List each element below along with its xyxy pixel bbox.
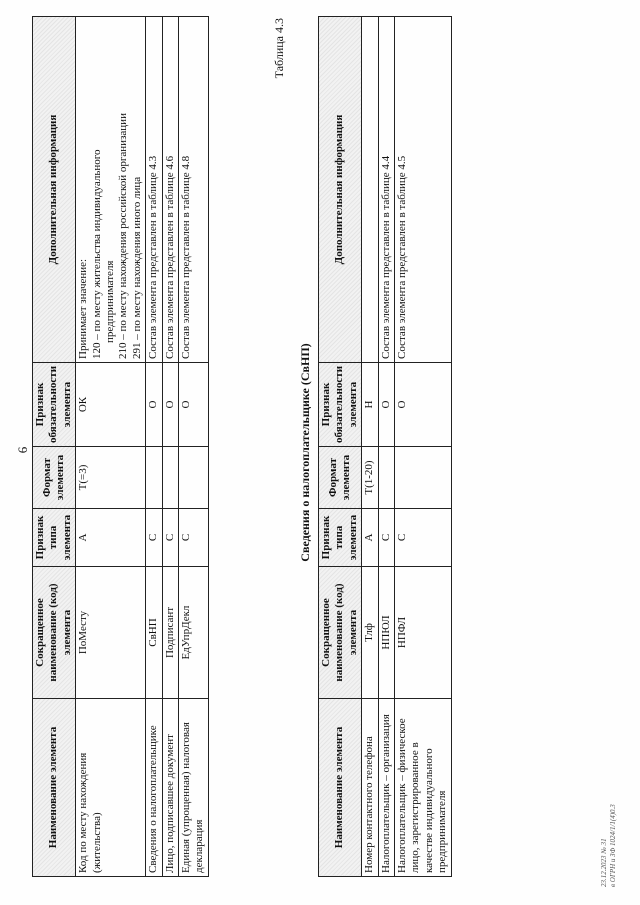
footer-stamp bbox=[600, 804, 618, 887]
element-type: С bbox=[162, 509, 178, 567]
table-row bbox=[362, 17, 378, 877]
column-header: Признак обязательности элемента bbox=[319, 363, 362, 447]
table-row bbox=[395, 17, 452, 877]
element-type: А bbox=[76, 509, 146, 567]
column-header: Признак обязательности элемента bbox=[33, 363, 76, 447]
element-name: Единая (упрощенная) налоговая декларация bbox=[179, 699, 209, 877]
element-code: Подписант bbox=[162, 567, 178, 699]
element-name: Налогоплательщик – организация bbox=[378, 699, 394, 877]
table-header-row bbox=[319, 17, 362, 877]
info-line: 291 – по месту нахождения иного лица bbox=[130, 176, 143, 359]
element-info bbox=[362, 17, 378, 363]
table-row bbox=[146, 17, 162, 877]
element-required: О bbox=[162, 363, 178, 447]
column-header: Формат элемента bbox=[319, 447, 362, 509]
table-row bbox=[162, 17, 178, 877]
element-code: СвНП bbox=[146, 567, 162, 699]
info-line: 210 – по месту нахождения российской организации bbox=[117, 113, 130, 359]
element-required: О bbox=[146, 363, 162, 447]
element-code: НПЮЛ bbox=[378, 567, 394, 699]
element-name: Лицо, подписавшее документ bbox=[162, 699, 178, 877]
footer-line: 23.12.2023 № 31 bbox=[600, 838, 608, 887]
info-line: Принимает значение: bbox=[77, 258, 90, 359]
element-format: Т(=3) bbox=[76, 447, 146, 509]
column-header: Формат элемента bbox=[33, 447, 76, 509]
element-required: О bbox=[395, 363, 452, 447]
element-info: Состав элемента представлен в таблице 4.4 bbox=[378, 17, 394, 363]
table-header-row bbox=[33, 17, 76, 877]
info-line: 120 – по месту жительства индивидуального bbox=[90, 149, 103, 359]
table-elements bbox=[32, 16, 209, 877]
element-type: С bbox=[395, 509, 452, 567]
column-header: Наименование элемента bbox=[33, 699, 76, 877]
column-header: Дополнительная информация bbox=[33, 17, 76, 363]
column-header: Наименование элемента bbox=[319, 699, 362, 877]
element-type: С bbox=[378, 509, 394, 567]
column-header: Признак типа элемента bbox=[319, 509, 362, 567]
table-row bbox=[378, 17, 394, 877]
element-type: С bbox=[179, 509, 209, 567]
element-format bbox=[378, 447, 394, 509]
element-format bbox=[146, 447, 162, 509]
element-info bbox=[76, 17, 146, 363]
element-type: С bbox=[146, 509, 162, 567]
table-taxpayer-info bbox=[318, 16, 452, 877]
element-required: ОК bbox=[76, 363, 146, 447]
column-header: Признак типа элемента bbox=[33, 509, 76, 567]
element-format bbox=[162, 447, 178, 509]
column-header: Сокращенное наименование (код) элемента bbox=[33, 567, 76, 699]
column-header: Сокращенное наименование (код) элемента bbox=[319, 567, 362, 699]
element-code: ЕдУпрДекл bbox=[179, 567, 209, 699]
column-header: Дополнительная информация bbox=[319, 17, 362, 363]
page-number: 6 bbox=[15, 446, 30, 454]
element-format bbox=[395, 447, 452, 509]
element-info: Состав элемента представлен в таблице 4.8 bbox=[179, 17, 209, 363]
element-required: Н bbox=[362, 363, 378, 447]
element-name: Сведения о налогоплательщике bbox=[146, 699, 162, 877]
element-code: Тлф bbox=[362, 567, 378, 699]
table-row bbox=[76, 17, 146, 877]
element-type: А bbox=[362, 509, 378, 567]
table-title: Сведения о налогоплательщике (СвНП) bbox=[298, 343, 312, 562]
element-required: О bbox=[378, 363, 394, 447]
element-required: О bbox=[179, 363, 209, 447]
element-name: Номер контактного телефона bbox=[362, 699, 378, 877]
table-row bbox=[179, 17, 209, 877]
element-code: НПФЛ bbox=[395, 567, 452, 699]
element-name: Код по месту нахождения (жительства) bbox=[76, 699, 146, 877]
element-code: ПоМесту bbox=[76, 567, 146, 699]
info-line: предпринимателя bbox=[104, 260, 117, 343]
footer-line: в ОГРН и ЗФ 1024/1/1(4)0.3 bbox=[609, 804, 618, 887]
element-format: Т(1-20) bbox=[362, 447, 378, 509]
element-info: Состав элемента представлен в таблице 4.6 bbox=[162, 17, 178, 363]
element-format bbox=[179, 447, 209, 509]
table-number-label: Таблица 4.3 bbox=[272, 18, 286, 79]
element-name: Налогоплательщик – физическое лицо, зарегистрированное в качестве индивидуального предпринимателя bbox=[395, 699, 452, 877]
element-info: Состав элемента представлен в таблице 4.5 bbox=[395, 17, 452, 363]
element-info: Состав элемента представлен в таблице 4.3 bbox=[146, 17, 162, 363]
